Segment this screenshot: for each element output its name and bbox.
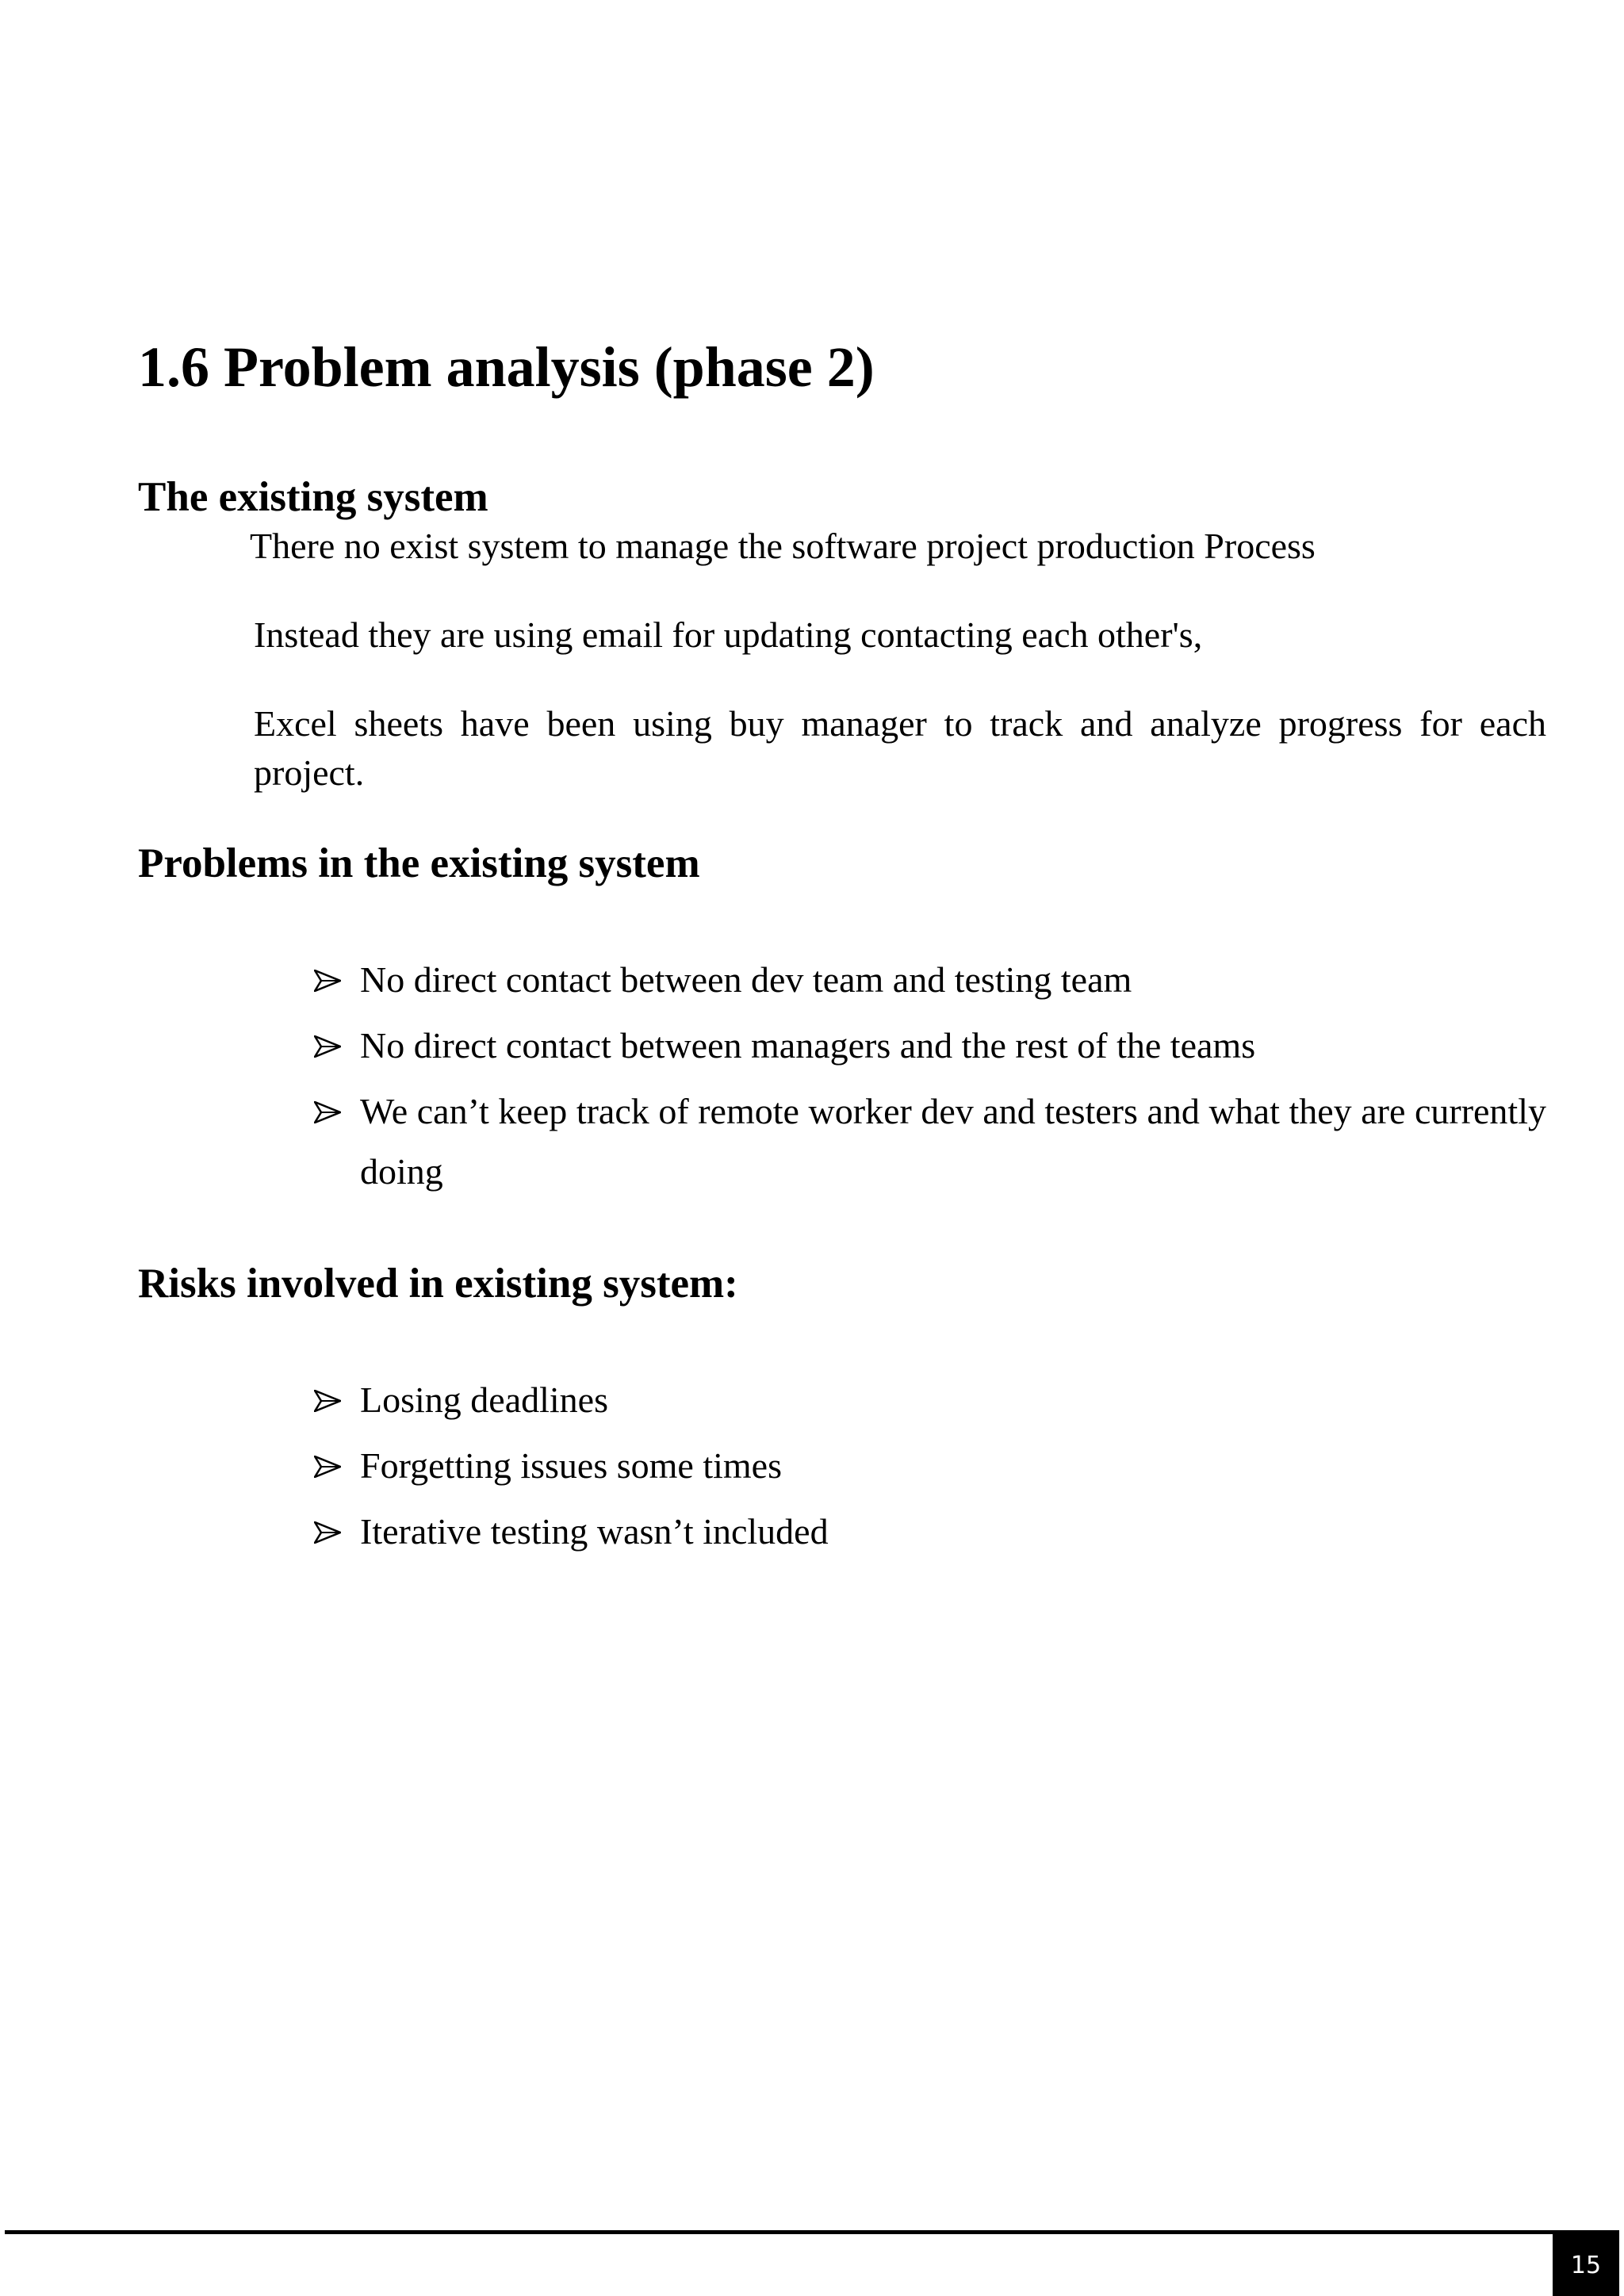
list-item [314,1081,1546,1202]
risks-list [314,1370,1546,1567]
page-title: 1.6 Problem analysis (phase 2) [138,335,875,399]
list-item [314,1016,1546,1076]
list-item-text: Losing deadlines [360,1380,608,1420]
section-heading-risks: Risks involved in existing system: [138,1261,738,1307]
list-item [314,1436,1546,1496]
list-item [314,1370,1546,1430]
paragraph-no-existing-system: There no exist system to manage the software project production Process [250,526,1316,566]
arrowhead-bullet-icon [314,1456,341,1478]
arrowhead-bullet-icon [314,1390,341,1412]
list-item-text: No direct contact between managers and the rest of the teams [360,1025,1256,1066]
list-item [314,1502,1546,1562]
arrowhead-bullet-icon [314,1035,341,1058]
paragraph-email-usage: Instead they are using email for updating contacting each other's, [254,614,1203,655]
list-item-text: No direct contact between dev team and testing team [360,959,1132,1000]
paragraph-excel-sheets: Excel sheets have been using buy manager to track and analyze progress for each project. [254,703,1546,793]
list-item [314,950,1546,1010]
list-item-text: Forgetting issues some times [360,1445,782,1486]
arrowhead-bullet-icon [314,1101,341,1123]
section-heading-problems: Problems in the existing system [138,840,700,886]
footer-divider [5,2230,1619,2234]
arrowhead-bullet-icon [314,970,341,992]
list-item-text: Iterative testing wasn’t included [360,1511,829,1552]
arrowhead-bullet-icon [314,1521,341,1544]
problems-list [314,950,1546,1207]
page-number: 15 [1553,2234,1619,2296]
list-item-text: We can’t keep track of remote worker dev and testers and what they are currently doing [360,1091,1546,1192]
section-heading-existing-system: The existing system [138,474,488,520]
